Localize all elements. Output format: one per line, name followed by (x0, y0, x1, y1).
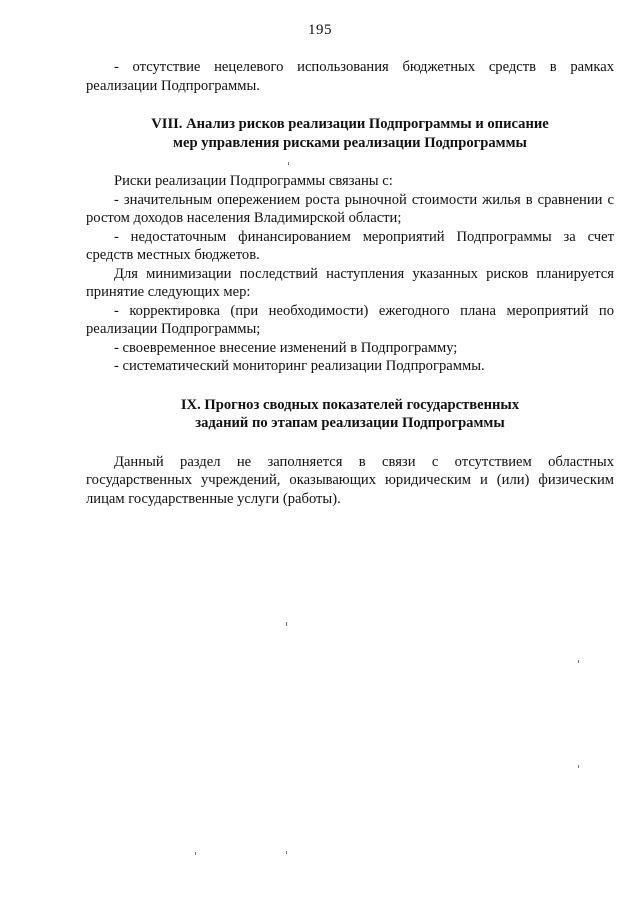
section-8-title-line-2: мер управления рисками реализации Подпрограммы (173, 134, 527, 151)
section-8-paragraph: - корректировка (при необходимости) ежегодного плана мероприятий по реализации Подпрограммы; (86, 302, 614, 337)
intro-list-item: - отсутствие нецелевого использования бюджетных средств в рамках реализации Подпрограммы. (86, 59, 614, 94)
scan-speck (286, 851, 287, 854)
section-8-paragraph: - значительным опережением роста рыночной стоимости жилья в сравнении с ростом доходов населения Владимирской области; (86, 191, 614, 226)
scan-speck (288, 162, 289, 165)
page-content (86, 58, 614, 508)
section-9-title-line-1: IX. Прогноз сводных показателей государственных (180, 396, 520, 413)
scan-speck (578, 660, 579, 663)
section-8-paragraph: Риски реализации Подпрограммы связаны с: (114, 173, 393, 189)
section-8-paragraph: - систематический мониторинг реализации Подпрограммы. (114, 358, 485, 374)
section-8-heading (86, 115, 614, 152)
section-9-paragraph: Данный раздел не заполняется в связи с отсутствием областных государственных учреждений, оказывающих юридическим и (или) физическим лицам государственные услуги (работы). (86, 453, 614, 507)
scan-speck (195, 852, 196, 855)
section-9-heading (86, 396, 614, 433)
section-9-title-line-2: заданий по этапам реализации Подпрограммы (195, 415, 505, 431)
section-8-title-line-1: VIII. Анализ рисков реализации Подпрограммы и описание (151, 116, 549, 132)
section-8-paragraph: - своевременное внесение изменений в Подпрограмму; (114, 339, 458, 356)
scan-speck (578, 765, 579, 768)
section-8-paragraph: - недостаточным финансированием мероприятий Подпрограммы за счет средств местных бюджетов. (86, 228, 614, 263)
scan-speck (286, 622, 287, 626)
section-8-paragraph: Для минимизации последствий наступления указанных рисков планируется принятие следующих мер: (86, 265, 614, 300)
page-number: 195 (308, 22, 332, 38)
